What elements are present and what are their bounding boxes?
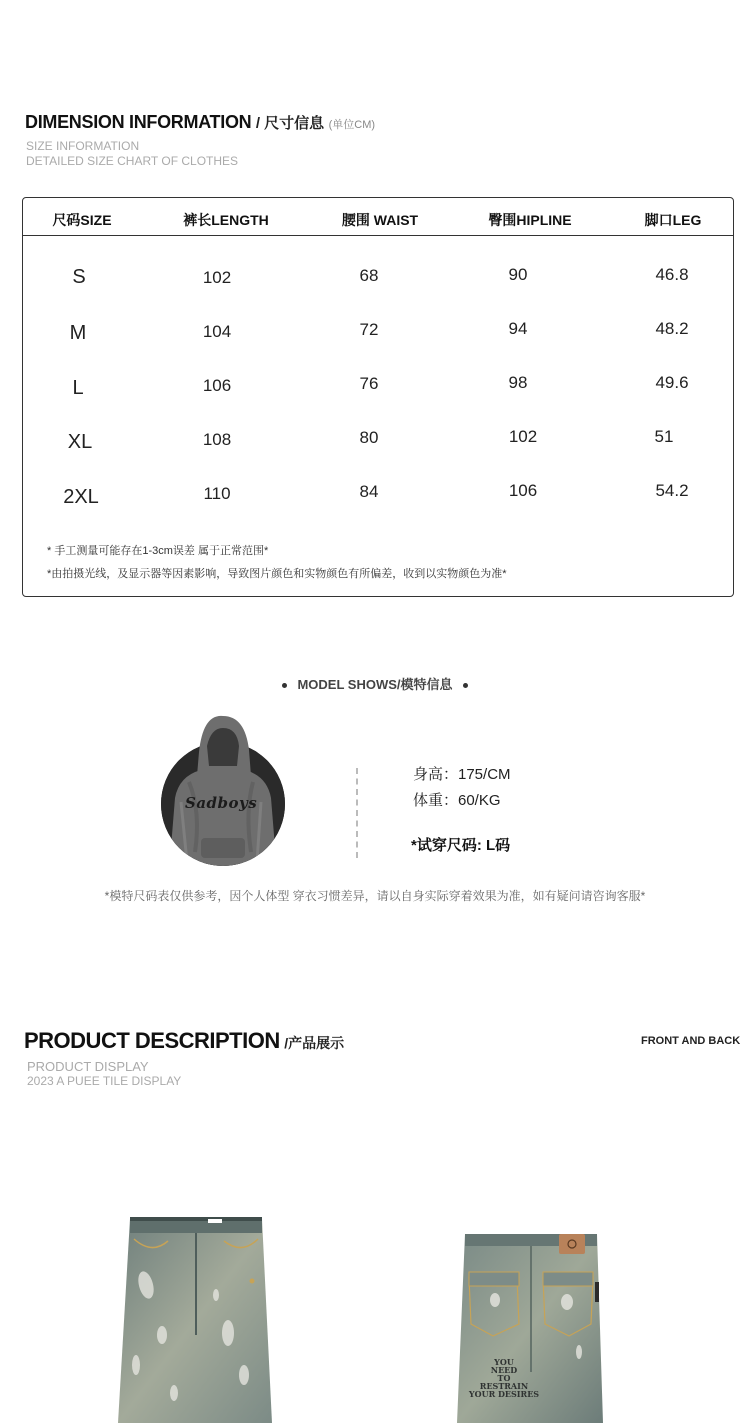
model-heading-text: MODEL SHOWS/模特信息 [297,677,453,692]
product-display-label: PRODUCT DISPLAY [27,1059,149,1074]
cell-size: M [69,322,87,344]
model-avatar [161,742,285,866]
product-header [24,1028,344,1054]
size-table-header [23,198,733,236]
model-weight: 体重：60/KG [413,792,501,809]
cell-hipline: 94 [508,319,528,338]
color-note: *由拍摄光线，及显示器等因素影响，导致图片颜色和实物颜色有所偏差，收到以实物颜色为准* [47,568,507,580]
dimension-title: DIMENSION INFORMATION [25,112,252,132]
cell-length: 102 [202,268,232,287]
dimension-title-cn: / 尺寸信息 [255,115,325,132]
bullet-icon [282,683,287,688]
trial-size: *试穿尺码: L码 [411,837,511,854]
cell-size: L [72,377,84,399]
dimension-header [25,112,375,133]
size-table [22,197,734,597]
front-and-back-label: FRONT AND BACK [641,1035,741,1047]
cell-leg: 46.8 [655,265,689,284]
jeans-back-image [455,1232,605,1423]
model-height: 身高：175/CM [413,766,511,783]
cell-size: XL [67,431,93,453]
model-heading [0,674,750,693]
cell-waist: 72 [359,320,379,339]
product-title: PRODUCT DESCRIPTION [24,1028,280,1053]
print-line: YOUR DESIRES [468,1389,540,1399]
print-line: RESTRAIN [479,1381,529,1391]
jeans-front-image [112,1215,282,1423]
cell-length: 104 [202,322,232,341]
divider [356,768,358,858]
jeans-front-icon [112,1215,282,1423]
cell-hipline: 98 [508,373,528,392]
print-line: YOU [494,1357,514,1367]
header-leg: 脚口LEG [644,212,702,228]
cell-waist: 80 [359,428,379,447]
cell-waist: 84 [359,482,379,501]
print-line: TO [497,1373,511,1383]
hoodie-print: Sadboys [185,794,258,812]
cell-leg: 49.6 [655,373,689,392]
cell-length: 106 [202,376,232,395]
back-print-text [459,1358,549,1398]
measurement-note: * 手工测量可能存在1-3cm误差 属于正常范围* [47,545,269,557]
cell-leg: 48.2 [655,319,689,338]
header-waist: 腰围 WAIST [341,212,419,228]
tile-display-label: 2023 A PUEE TILE DISPLAY [27,1074,182,1088]
bullet-icon [463,683,468,688]
header-length: 裤长LENGTH [183,212,269,228]
size-information-label: SIZE INFORMATION [26,139,140,153]
cell-size: S [72,266,86,288]
cell-leg: 54.2 [655,481,689,500]
cell-waist: 76 [359,374,379,393]
product-title-cn: /产品展示 [284,1035,345,1051]
dimension-unit: (单位CM) [328,119,376,131]
cell-hipline: 106 [508,481,538,500]
cell-leg: 51 [654,427,674,446]
header-size: 尺码SIZE [52,212,112,228]
cell-waist: 68 [359,266,379,285]
print-line: NEED [490,1365,518,1375]
detailed-size-chart-label: DETAILED SIZE CHART OF CLOTHES [26,154,239,168]
cell-size: 2XL [63,486,99,508]
cell-length: 110 [203,484,231,503]
cell-hipline: 102 [508,427,538,446]
model-size-note: *模特尺码表仅供参考，因个人体型 穿衣习惯差异，请以自身实际穿着效果为准，如有疑问请咨询客服* [104,889,646,903]
header-hipline: 臀围HIPLINE [488,212,572,228]
cell-hipline: 90 [508,265,528,284]
cell-length: 108 [202,430,232,449]
